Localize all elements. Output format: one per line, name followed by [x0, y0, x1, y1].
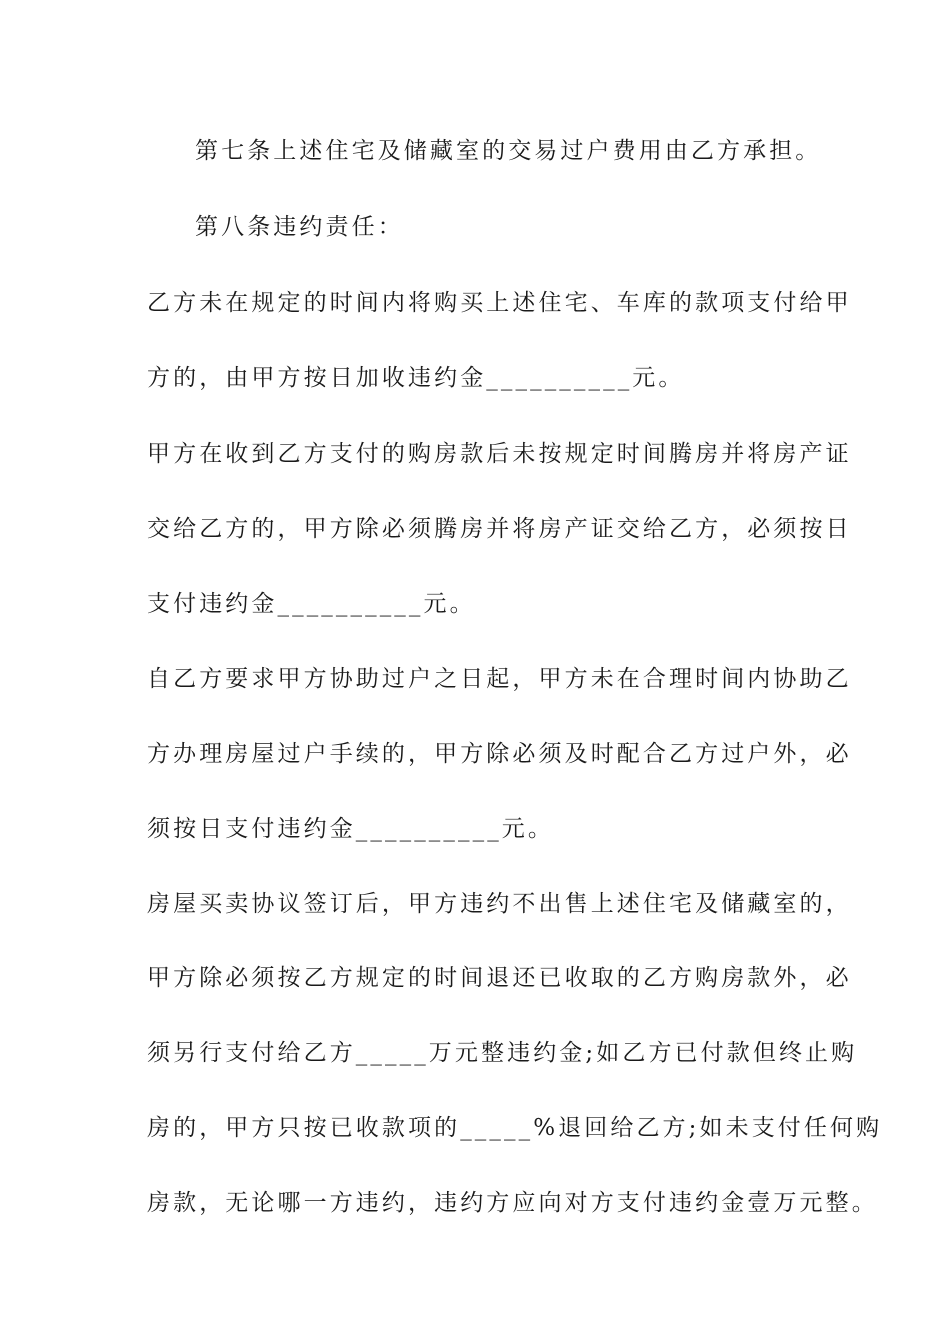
- paragraph-line: 房的，甲方只按已收款项的_____%退回给乙方;如未支付任何购: [147, 1115, 883, 1141]
- paragraph-line: 房款，无论哪一方违约，违约方应向对方支付违约金壹万元整。: [147, 1190, 878, 1216]
- paragraph-line: 房屋买卖协议签订后，甲方违约不出售上述住宅及储藏室的，: [147, 891, 852, 917]
- paragraph-line: 方的，由甲方按日加收违约金__________元。: [147, 365, 685, 391]
- paragraph-line: 甲方除必须按乙方规定的时间退还已收取的乙方购房款外，必: [147, 965, 852, 991]
- paragraph-line: 甲方在收到乙方支付的购房款后未按规定时间腾房并将房产证: [147, 441, 852, 467]
- article-seven: 第七条上述住宅及储藏室的交易过户费用由乙方承担。: [195, 138, 822, 164]
- paragraph-line: 须按日支付违约金__________元。: [147, 816, 554, 842]
- article-eight-heading: 第八条违约责任：: [195, 214, 404, 240]
- paragraph-line: 交给乙方的，甲方除必须腾房并将房产证交给乙方，必须按日: [147, 516, 852, 542]
- paragraph-line: 支付违约金__________元。: [147, 591, 476, 617]
- paragraph-line: 乙方未在规定的时间内将购买上述住宅、车库的款项支付给甲: [147, 290, 852, 316]
- paragraph-line: 自乙方要求甲方协助过户之日起，甲方未在合理时间内协助乙: [147, 666, 852, 692]
- paragraph-line: 方办理房屋过户手续的，甲方除必须及时配合乙方过户外，必: [147, 741, 852, 767]
- paragraph-line: 须另行支付给乙方_____万元整违约金;如乙方已付款但终止购: [147, 1040, 858, 1066]
